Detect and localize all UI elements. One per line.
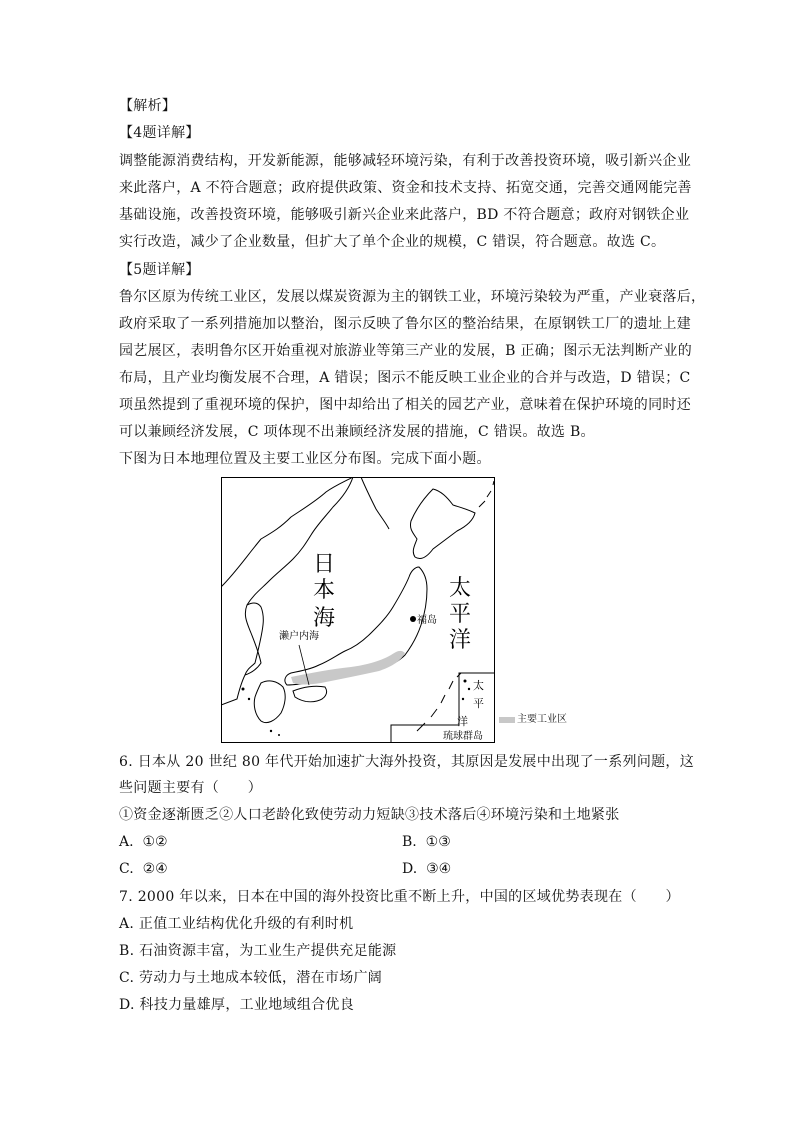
label-pacific-3: 洋 [449,628,472,653]
q7-option-c[interactable]: C. 劳动力与土地成本较低，潜在市场广阔 [119,970,383,986]
q4-text-line: 来此落户，A 不符合题意；政府提供政策、资金和技术支持、拓宽交通，完善交通网能完善 [119,180,692,196]
label-pacific-1: 太 [449,576,472,601]
q5-text-line: 园艺展区，表明鲁尔区开始重视对旅游业等第三产业的发展，B 正确；图示无法判断产业的 [119,343,693,359]
q7-option-d[interactable]: D. 科技力量雄厚，工业地域组合优良 [119,997,355,1013]
option-letter: D. [402,861,418,877]
q7-option-a[interactable]: A. 正值工业结构优化升级的有利时机 [119,916,354,932]
legend-swatch [499,717,515,723]
q5-text-line: 项虽然提到了重视环境的保护，图中却给出了相关的园艺产业，意味着在保护环境的同时还 [119,397,691,413]
option-text: ②④ [142,861,168,877]
q7-option-b[interactable]: B. 石油资源丰富，为工业生产提供充足能源 [119,943,397,959]
q4-text-line: 调整能源消费结构，开发新能源，能够减轻环境污染，有利于改善投资环境，吸引新兴企业 [119,153,691,169]
q4-heading: 【4题详解】 [119,125,200,141]
q7-stem: 7. 2000 年以来，日本在中国的海外投资比重不断上升，中国的区域优势表现在（ ） [119,889,680,905]
option-letter: A. [119,834,134,850]
q4-text-line: 实行改造，减少了企业数量，但扩大了单个企业的规模，C 错误，符合题意。故选 C。 [119,234,666,250]
japan-industrial-map [221,477,495,743]
fukushima-marker [410,616,416,622]
q6-option-a[interactable] [119,832,168,852]
map-legend [499,714,567,726]
q4-text-line: 基础设施，改善投资环境，能够吸引新兴企业来此落户，BD 不符合题意；政府对钢铁企业 [119,207,690,223]
q6-statements: ①资金逐渐匮乏②人口老龄化致使劳动力短缺③技术落后④环境污染和土地紧张 [119,807,620,823]
q6-stem-line: 些问题主要有（ ） [119,780,262,796]
q5-text-line: 政府采取了一系列措施加以整治，图示反映了鲁尔区的整治结果，在原钢铁工厂的遗址上建 [119,316,691,332]
label-sea-of-japan-2: 本 [313,578,336,603]
label-fukushima: 福岛 [417,615,437,626]
label-inset-pacific-1: 太 [473,679,484,692]
q6-stem-line: 6. 日本从 20 世纪 80 年代开始加速扩大海外投资，其原因是发展中出现了一系列问题，这 [119,754,695,770]
label-pacific-2: 平 [449,602,472,627]
option-letter: B. [402,834,417,850]
label-ryukyu: 琉球群岛 [443,731,483,742]
q5-text-line: 布局，且产业均衡发展不合理，A 错误；图示不能反映工业企业的合并与改造，D 错误；C [119,370,691,386]
q5-text-line: 鲁尔区原为传统工业区，发展以煤炭资源为主的钢铁工业，环境污染较为严重，产业衰落后， [119,289,706,305]
label-inset-pacific-2: 平 [473,697,484,710]
q6-option-d[interactable] [402,859,451,879]
option-text: ①③ [425,834,451,850]
q5-text-line: 可以兼顾经济发展，C 项体现不出兼顾经济发展的措施，C 错误。故选 B。 [119,424,595,440]
option-letter: C. [119,861,134,877]
q5-heading: 【5题详解】 [119,262,200,278]
analysis-heading: 【解析】 [119,98,177,114]
legend-label: 主要工业区 [517,714,567,725]
label-inset-pacific-3: 洋 [457,715,468,728]
label-sea-of-japan-3: 海 [313,606,336,631]
option-text: ①② [142,834,168,850]
label-seto-inland-sea: 濑户内海 [279,631,319,642]
option-text: ③④ [426,861,452,877]
map-intro: 下图为日本地理位置及主要工业区分布图。完成下面小题。 [119,451,491,467]
q6-option-b[interactable] [402,832,451,852]
label-sea-of-japan-1: 日 [313,552,336,577]
q6-option-c[interactable] [119,859,168,879]
